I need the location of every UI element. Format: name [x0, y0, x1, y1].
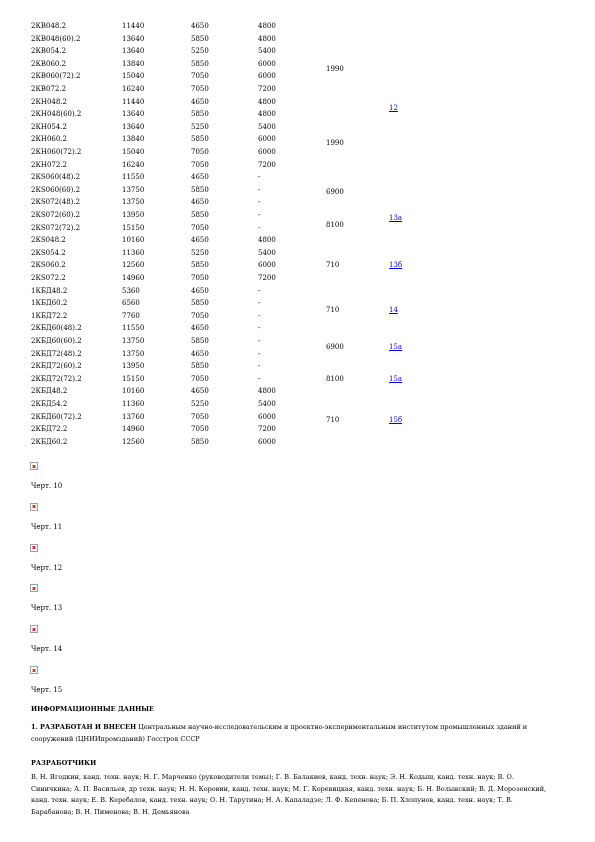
- table-cell-value: 11550: [122, 324, 145, 333]
- table-cell-mark: 2КН048(60).2: [31, 110, 82, 119]
- table-cell-value: 6000: [258, 72, 276, 81]
- table-cell-value: 13750: [122, 198, 145, 207]
- table-cell-mark: 2КБД60.2: [31, 437, 68, 446]
- table-cell-value: 13750: [122, 337, 145, 345]
- table-cell-value: 4800: [258, 34, 276, 43]
- table-cell-value: 15150: [122, 374, 145, 383]
- table-cell-mark: 2КН048.2: [31, 97, 68, 106]
- table-cell-value: 10160: [122, 236, 145, 245]
- table-cell-value: 5360: [122, 286, 140, 295]
- table-cell-value: 10160: [122, 387, 145, 396]
- info-item-1-lead: 1. РАЗРАБОТАН И ВНЕСЕН: [31, 723, 137, 731]
- broken-image-icon: [30, 544, 38, 552]
- table-cell-mark: 2КН060.2: [31, 135, 68, 144]
- table-cell-value: 4650: [191, 97, 209, 106]
- table-cell-value: 4650: [191, 387, 209, 396]
- broken-image-icon: [30, 584, 38, 592]
- table-cell-mark: 2КБД72(72).2: [31, 374, 82, 383]
- table-group-value: 1990: [326, 64, 344, 73]
- table-cell-value: -: [258, 324, 261, 333]
- table-cell-mark: 2КБД72(60).2: [31, 362, 82, 371]
- table-cell-value: 6000: [258, 261, 276, 270]
- table-cell-value: 7050: [191, 85, 209, 93]
- table-cell-mark: 2КS072(72).2: [31, 223, 81, 232]
- info-item-1-text: Центральным научно-исследовательским и проектно-экспериментальным институтом промышленных зданий и сооружений (ЦНИИпромзданий) Госстроя СССР: [31, 723, 528, 743]
- table-cell-value: 7760: [122, 311, 140, 320]
- table-cell-value: 4650: [191, 324, 209, 333]
- table-cell-value: 6560: [122, 299, 140, 308]
- broken-image-icon: [30, 666, 38, 674]
- table-cell-value: 7050: [191, 374, 209, 383]
- table-cell-mark: 2КS072(60).2: [31, 211, 81, 219]
- table-cell-mark: 2КБД60(60).2: [31, 337, 82, 345]
- table-cell-value: 5400: [258, 47, 276, 56]
- broken-image-icon: [30, 625, 38, 633]
- table-cell-mark: 2КВ054.2: [31, 47, 67, 56]
- figure-link[interactable]: 13б: [389, 261, 403, 270]
- info-heading: ИНФОРМАЦИОННЫЕ ДАННЫЕ: [31, 705, 155, 713]
- table-cell-value: 5850: [191, 362, 209, 371]
- table-cell-value: 7050: [191, 223, 209, 232]
- table-cell-value: -: [258, 223, 261, 232]
- table-cell-mark: 2КВ072.2: [31, 85, 67, 93]
- table-cell-mark: 2КБД60(48).2: [31, 324, 82, 333]
- figure-link[interactable]: 13а: [389, 213, 403, 222]
- table-cell-value: 5400: [258, 400, 276, 408]
- table-cell-value: 4650: [191, 286, 209, 295]
- table-cell-mark: 2КS072.2: [31, 274, 66, 282]
- table-cell-value: 5850: [191, 34, 209, 43]
- table-cell-value: 7200: [258, 160, 276, 169]
- table-cell-value: 5250: [191, 400, 209, 408]
- table-cell-mark: 2КН060(72).2: [31, 148, 82, 156]
- table-cell-value: 11550: [122, 173, 145, 182]
- table-cell-value: 5850: [191, 437, 209, 446]
- table-cell-mark: 2КS048.2: [31, 236, 66, 245]
- table-cell-mark: 2КН072.2: [31, 160, 68, 169]
- table-cell-value: 4650: [191, 173, 209, 182]
- table-group-value: 8100: [326, 221, 344, 230]
- table-cell-value: 4650: [191, 349, 209, 358]
- table-cell-value: 4800: [258, 97, 276, 106]
- table-cell-mark: 2КБД48.2: [31, 387, 68, 396]
- table-cell-value: 13750: [122, 349, 145, 358]
- figure-link[interactable]: 15а: [389, 374, 403, 383]
- table-cell-value: 6000: [258, 437, 276, 446]
- table-cell-value: 14960: [122, 425, 145, 434]
- table-cell-value: 13840: [122, 59, 145, 68]
- table-cell-value: 11360: [122, 400, 145, 408]
- table-cell-value: 7200: [258, 85, 276, 93]
- table-cell-value: -: [258, 349, 261, 358]
- table-cell-mark: 2КS072(48).2: [31, 198, 81, 207]
- table-cell-value: 4650: [191, 198, 209, 207]
- table-cell-value: 15150: [122, 223, 145, 232]
- table-cell-value: 5850: [191, 185, 209, 194]
- table-group-value: 710: [326, 416, 340, 425]
- figure-caption: Черт. 15: [31, 686, 63, 694]
- table-cell-value: 7050: [191, 160, 209, 169]
- table-cell-value: 7200: [258, 274, 276, 282]
- table-cell-value: 4650: [191, 236, 209, 245]
- table-cell-mark: 2КН054.2: [31, 122, 68, 131]
- table-cell-value: 5250: [191, 122, 209, 131]
- table-cell-value: 15040: [122, 72, 145, 81]
- table-cell-value: 5850: [191, 59, 209, 68]
- table-cell-value: 4800: [258, 236, 276, 245]
- table-cell-value: 7050: [191, 274, 209, 282]
- table-cell-value: 16240: [122, 85, 145, 93]
- table-cell-mark: 2КS054.2: [31, 248, 66, 257]
- table-cell-value: 7050: [191, 311, 209, 320]
- table-cell-value: 7050: [191, 148, 209, 156]
- table-cell-value: -: [258, 311, 261, 320]
- table-cell-value: 6000: [258, 135, 276, 144]
- table-cell-value: 4800: [258, 110, 276, 119]
- table-cell-value: 4800: [258, 22, 276, 30]
- table-cell-value: -: [258, 286, 261, 295]
- table-cell-mark: 2КБД60(72).2: [31, 412, 82, 421]
- developers-heading: РАЗРАБОТЧИКИ: [31, 759, 97, 767]
- table-cell-value: 13640: [122, 34, 145, 43]
- broken-image-icon: [30, 462, 38, 470]
- table-cell-value: -: [258, 374, 261, 383]
- table-cell-mark: 2КS060.2: [31, 261, 66, 270]
- figure-caption: Черт. 14: [31, 645, 63, 654]
- table-group-value: 8100: [326, 374, 344, 383]
- table-cell-value: -: [258, 173, 261, 182]
- table-cell-value: 7050: [191, 412, 209, 421]
- table-cell-value: 6000: [258, 412, 276, 421]
- table-cell-value: 5850: [191, 337, 209, 345]
- table-cell-value: 5400: [258, 248, 276, 257]
- table-cell-value: 7200: [258, 425, 276, 434]
- table-cell-mark: 2КS060(60).2: [31, 185, 81, 194]
- table-cell-value: 5850: [191, 110, 209, 119]
- table-cell-value: 13950: [122, 362, 145, 371]
- table-cell-mark: 2КБД72(48).2: [31, 349, 82, 358]
- table-group-value: 710: [326, 261, 340, 270]
- table-cell-value: 13640: [122, 110, 145, 119]
- table-cell-mark: 1КБД72.2: [31, 311, 68, 320]
- table-cell-value: 7050: [191, 425, 209, 434]
- info-item-1: [31, 722, 556, 745]
- figure-caption: Черт. 11: [31, 522, 63, 531]
- table-cell-value: 13640: [122, 47, 145, 56]
- figure-link[interactable]: 15а: [389, 343, 403, 352]
- table-cell-mark: 2КВ060.2: [31, 59, 67, 68]
- table-cell-value: 5850: [191, 261, 209, 270]
- table-cell-value: 6000: [258, 59, 276, 68]
- table-cell-value: 6000: [258, 148, 276, 156]
- table-cell-value: 13950: [122, 211, 145, 219]
- table-cell-value: 5850: [191, 299, 209, 308]
- table-cell-value: 13760: [122, 412, 145, 421]
- table-cell-value: 11440: [122, 97, 145, 106]
- table-cell-value: 5400: [258, 122, 276, 131]
- table-cell-value: 15040: [122, 148, 145, 156]
- figure-link[interactable]: 14: [389, 305, 398, 314]
- table-cell-mark: 2КВ060(72).2: [31, 72, 81, 81]
- table-cell-value: -: [258, 299, 261, 308]
- broken-image-icon: [30, 503, 38, 511]
- table-cell-value: -: [258, 185, 261, 194]
- table-group-value: 1990: [326, 139, 344, 148]
- table-cell-value: 14960: [122, 274, 145, 282]
- table-cell-value: 5250: [191, 248, 209, 257]
- table-cell-mark: 2КВ048.2: [31, 22, 67, 30]
- table-cell-value: -: [258, 337, 261, 345]
- table-cell-mark: 2КБД54.2: [31, 400, 68, 408]
- table-cell-mark: 1КБД48.2: [31, 286, 68, 295]
- table-cell-value: 12560: [122, 437, 145, 446]
- table-group-value: 6900: [326, 188, 344, 197]
- table-cell-value: 5850: [191, 211, 209, 219]
- table-cell-value: 13640: [122, 122, 145, 131]
- developers-text: В. Н. Ягодкин, канд. техн. наук; Н. Г. Марченко (руководители темы); Г. В. Балакиев, канд. техн. наук; Э. Н. Кодыш, канд. техн. наук; В. О. Синичкина; А. П. Васильев, др техн. наук; Н. Н. Коровин, канд. техн. наук; М. Г. Коревицкая, канд. техн. наук; Б. Н. Волынский; В. Д. Морозенский, канд. техн. наук; Е. В. Керебалов, канд. техн. наук; О. Н. Тарутина; Н. А. Капаладзе; Л. Ф. Кепенова; Б. П. Хлопунов, канд. техн. наук; Т. В. Барабанова; В. Н. Пименова; В. Н. Демьянова: [31, 773, 547, 816]
- table-cell-value: -: [258, 211, 261, 219]
- table-cell-value: 11360: [122, 248, 145, 257]
- table-cell-value: 4800: [258, 387, 276, 396]
- table-cell-value: 12560: [122, 261, 145, 270]
- table-cell-value: -: [258, 198, 261, 207]
- table-cell-mark: 1КБД60.2: [31, 299, 68, 308]
- table-cell-value: 4650: [191, 22, 209, 30]
- table-cell-value: 5250: [191, 47, 209, 56]
- figure-link[interactable]: 15б: [389, 416, 403, 425]
- table-cell-value: 7050: [191, 72, 209, 81]
- figure-link[interactable]: 12: [389, 103, 398, 112]
- table-cell-value: 13840: [122, 135, 145, 144]
- table-cell-value: 5850: [191, 135, 209, 144]
- figure-caption: Черт. 10: [31, 482, 63, 490]
- table-group-value: 710: [326, 305, 340, 314]
- table-cell-value: 13750: [122, 185, 145, 194]
- table-cell-value: 16240: [122, 160, 145, 169]
- table-cell-value: -: [258, 362, 261, 371]
- figure-caption: Черт. 12: [31, 563, 63, 572]
- figure-caption: Черт. 13: [31, 604, 63, 613]
- table-cell-mark: 2КБД72.2: [31, 425, 68, 434]
- table-cell-mark: 2КВ048(60).2: [31, 34, 81, 43]
- table-cell-mark: 2КS060(48).2: [31, 173, 81, 182]
- table-group-value: 6900: [326, 343, 344, 352]
- table-cell-value: 11440: [122, 22, 145, 30]
